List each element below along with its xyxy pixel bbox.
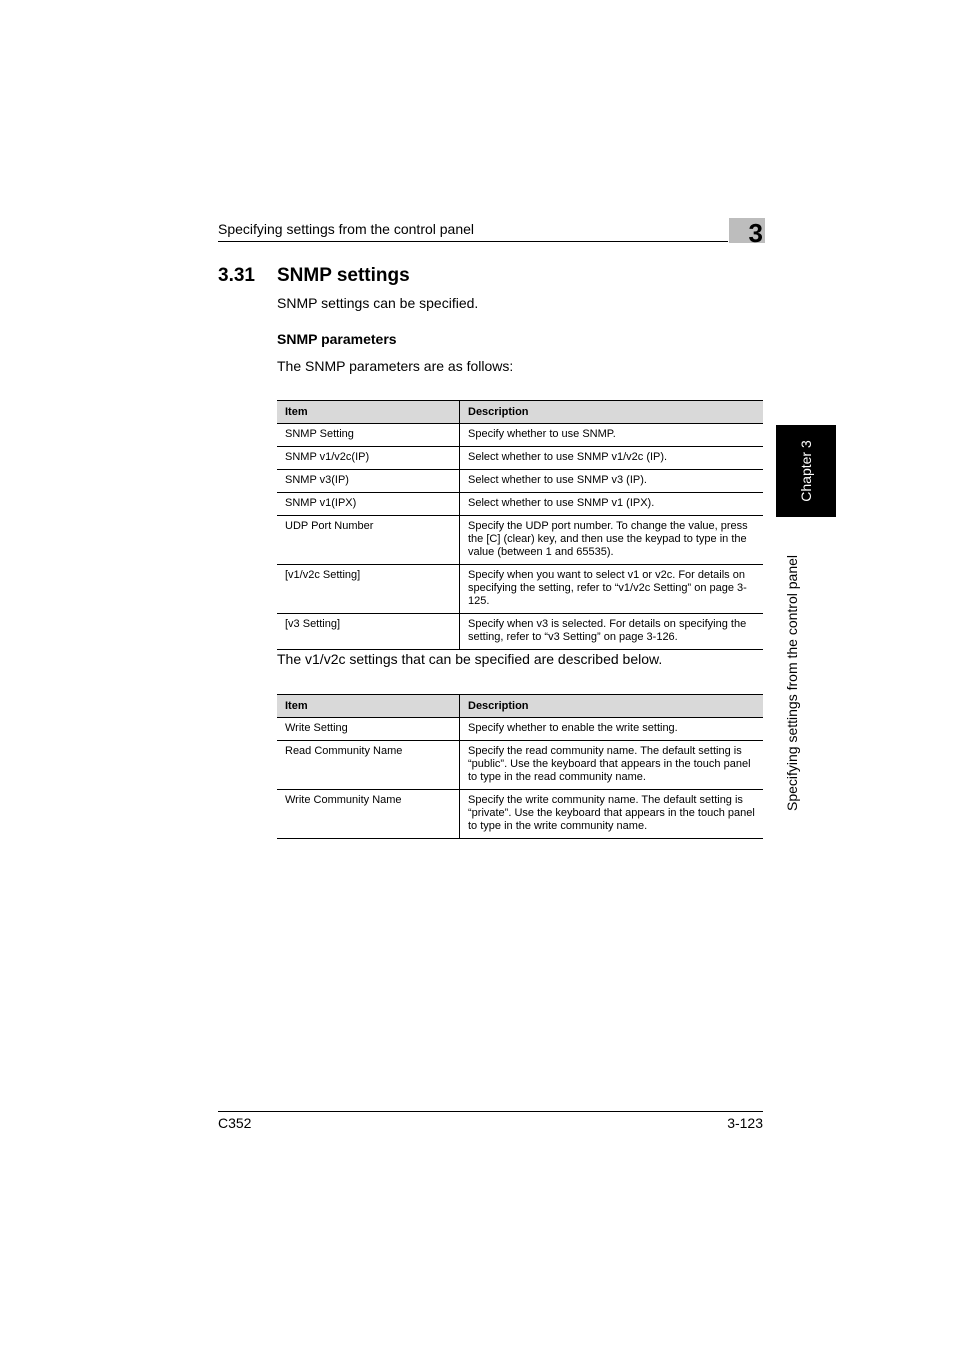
item-cell: [v1/v2c Setting] bbox=[277, 565, 460, 614]
table-header-row bbox=[277, 695, 763, 718]
item-cell: SNMP v1/v2c(IP) bbox=[277, 447, 460, 470]
subsection-intro: The SNMP parameters are as follows: bbox=[277, 358, 514, 374]
column-header-item: Item bbox=[277, 695, 460, 718]
item-cell: UDP Port Number bbox=[277, 516, 460, 565]
column-header-description: Description bbox=[460, 695, 764, 718]
chapter-tab-label: Chapter 3 bbox=[798, 440, 814, 502]
section-title: SNMP settings bbox=[277, 265, 410, 286]
table-row bbox=[277, 447, 763, 470]
description-cell: Specify the UDP port number. To change the value, press the [C] (clear) key, and then use the keypad to type in the value (between 1 and 65535). bbox=[460, 516, 764, 565]
snmp-parameters-table bbox=[277, 400, 763, 650]
footer-rule bbox=[218, 1111, 763, 1112]
table-row bbox=[277, 718, 763, 741]
table-row bbox=[277, 741, 763, 790]
header-rule bbox=[218, 241, 728, 242]
subsection-title: SNMP parameters bbox=[277, 331, 397, 347]
table-row bbox=[277, 516, 763, 565]
description-cell: Specify the write community name. The default setting is “private”. Use the keyboard that appears in the touch panel to type in the write community name. bbox=[460, 790, 764, 839]
description-cell: Specify when you want to select v1 or v2c. For details on specifying the setting, refer to “v1/v2c Setting” on page 3-125. bbox=[460, 565, 764, 614]
description-cell: Specify the read community name. The default setting is “public”. Use the keyboard that appears in the touch panel to type in the read community name. bbox=[460, 741, 764, 790]
chapter-number: 3 bbox=[748, 218, 763, 248]
description-cell: Specify whether to use SNMP. bbox=[460, 424, 764, 447]
description-cell: Select whether to use SNMP v1/v2c (IP). bbox=[460, 447, 764, 470]
item-cell: SNMP v1(IPX) bbox=[277, 493, 460, 516]
section-intro: SNMP settings can be specified. bbox=[277, 295, 479, 311]
table-row bbox=[277, 493, 763, 516]
item-cell: Read Community Name bbox=[277, 741, 460, 790]
table-row bbox=[277, 470, 763, 493]
description-cell: Specify when v3 is selected. For details on specifying the setting, refer to “v3 Setting” on page 3-126. bbox=[460, 614, 764, 650]
item-cell: Write Setting bbox=[277, 718, 460, 741]
footer-model: C352 bbox=[218, 1115, 252, 1131]
item-cell: SNMP v3(IP) bbox=[277, 470, 460, 493]
v1v2c-intro: The v1/v2c settings that can be specified are described below. bbox=[277, 651, 663, 667]
item-cell: Write Community Name bbox=[277, 790, 460, 839]
description-cell: Specify whether to enable the write setting. bbox=[460, 718, 764, 741]
running-header: Specifying settings from the control panel bbox=[218, 221, 475, 237]
column-header-description: Description bbox=[460, 401, 764, 424]
column-header-item: Item bbox=[277, 401, 460, 424]
chapter-number-box bbox=[729, 218, 765, 248]
chapter-tab-section-label: Specifying settings from the control panel bbox=[784, 554, 800, 812]
section-number: 3.31 bbox=[218, 265, 255, 286]
table-row bbox=[277, 424, 763, 447]
table-header-row bbox=[277, 401, 763, 424]
table-row bbox=[277, 790, 763, 839]
item-cell: [v3 Setting] bbox=[277, 614, 460, 650]
description-cell: Select whether to use SNMP v3 (IP). bbox=[460, 470, 764, 493]
v1v2c-settings-table bbox=[277, 694, 763, 839]
table-row bbox=[277, 565, 763, 614]
table-row bbox=[277, 614, 763, 650]
footer-page-number: 3-123 bbox=[727, 1115, 763, 1131]
item-cell: SNMP Setting bbox=[277, 424, 460, 447]
chapter-tab bbox=[776, 425, 836, 517]
description-cell: Select whether to use SNMP v1 (IPX). bbox=[460, 493, 764, 516]
